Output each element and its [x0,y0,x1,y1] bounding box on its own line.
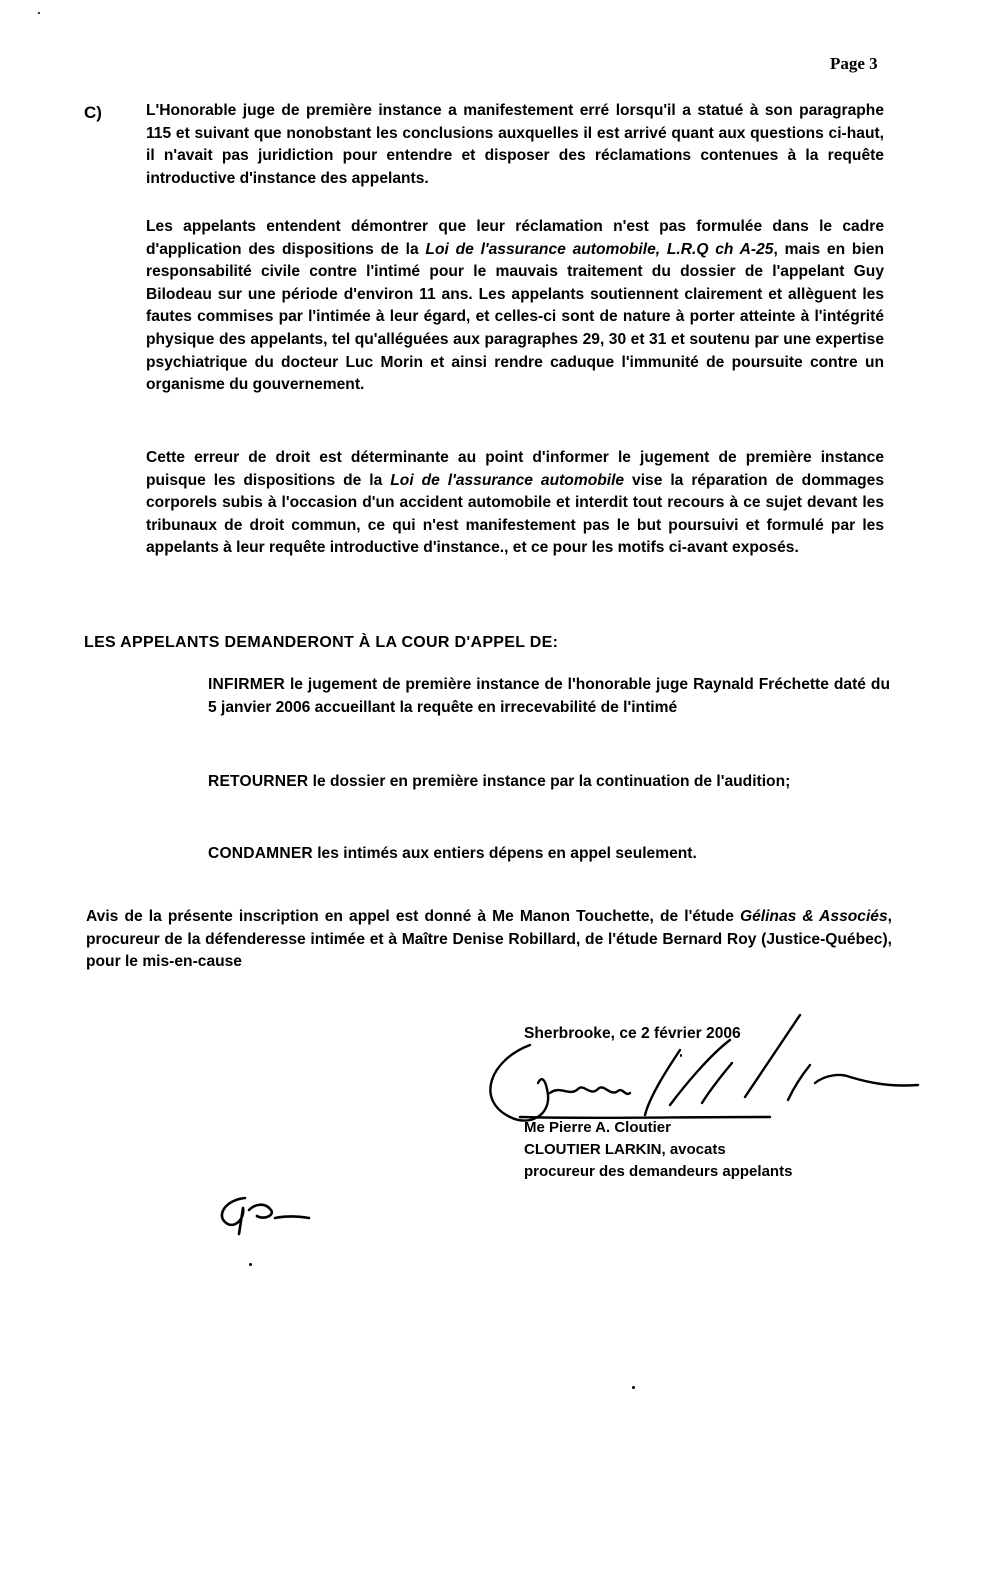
paragraph-claim-basis [146,216,884,397]
request-text: le jugement de première instance de l'honorable juge Raynald Fréchette daté du 5 janvier 2006 accueillant la requête en irrecevabilité de l'intimé [208,676,890,716]
requests-heading: LES APPELANTS DEMANDERONT À LA COUR D'APPEL DE: [84,634,559,651]
speck [680,1054,682,1057]
request-keyword: CONDAMNER [208,845,313,862]
notice-firm: Gélinas & Associés [739,908,888,925]
signature-block [524,1117,792,1183]
speck [632,1386,635,1389]
request-keyword: RETOURNER [208,773,309,790]
handwritten-initials [215,1190,315,1240]
request-text: le dossier en première instance par la continuation de l'audition; [308,773,791,790]
law-citation: Loi de l'assurance automobile [390,471,625,489]
paragraph-error-determinant [146,447,884,560]
speck [38,12,40,14]
paragraph-text: vise la réparation de dommages corporels subis à l'occasion d'un accident automobile et interdit tout recours à ce sujet devant les tribunaux de droit commun, ce qui n'est manifestement pas le but poursuivi et formulé par les appelants à leur requête introductive d'instance., et ce pour les motifs ci-avant exposés. [146,471,885,557]
page-number: Page 3 [830,54,878,73]
section-label: C) [84,103,102,122]
signature-place-date: Sherbrooke, ce 2 février 2006 [524,1025,741,1042]
paragraph-text: Cette erreur de droit est déterminante au point d'informer le jugement de première instance puisque les dispositions de la [146,449,884,489]
law-citation: Loi de l'assurance automobile, L.R.Q ch A-25 [425,240,774,258]
paragraph-text: Les appelants entendent démontrer que leur réclamation n'est pas formulée dans le cadre d'application des dispositions de la [146,218,884,258]
request-text: les intimés aux entiers dépens en appel seulement. [312,845,697,862]
notice-text: , procureur de la défenderesse intimée et à Maître Denise Robillard, de l'étude Bernard Roy (Justice-Québec), pour le mis-en-cause [86,908,892,971]
signatory-name: Me Pierre A. Cloutier [524,1119,671,1136]
signatory-role: procureur des demandeurs appelants [524,1163,793,1180]
notice-paragraph [86,906,892,974]
request-retourner [208,771,890,794]
paragraph-text: , mais en bien responsabilité civile contre l'intimé pour le mauvais traitement du dossier de l'appelant Guy Bilodeau sur une période d'environ 11 ans. Les appelants soutiennent clairement et allèguent les fautes commises par l'intimée à leur égard, et celles-ci sont de nature à porter atteinte à l'intégrité physique des appelants, tel qu'alléguées aux paragraphes 29, 30 et 31 et soutenu par une expertise psychiatrique du docteur Luc Morin et ainsi rendre caduque l'immunité de poursuite contre un organisme du gouvernement. [146,240,884,394]
request-condamner [208,843,890,866]
request-keyword: INFIRMER [208,676,285,693]
notice-text: Avis de la présente inscription en appel est donné à Me Manon Touchette, de l'étude [86,908,740,925]
law-firm: CLOUTIER LARKIN, avocats [524,1141,726,1158]
speck [249,1263,252,1266]
handwritten-signature [470,1005,930,1135]
paragraph-error-jurisdiction: L'Honorable juge de première instance a manifestement erré lorsqu'il a statué à son paragraphe 115 et suivant que nonobstant les conclusions auxquelles il est arrivé quant aux questions ci-haut, il n'avait pas juridiction pour entendre et disposer des réclamations contenues à la requête introductive d'instance des appelants. [146,102,884,187]
request-infirmer [208,674,890,719]
